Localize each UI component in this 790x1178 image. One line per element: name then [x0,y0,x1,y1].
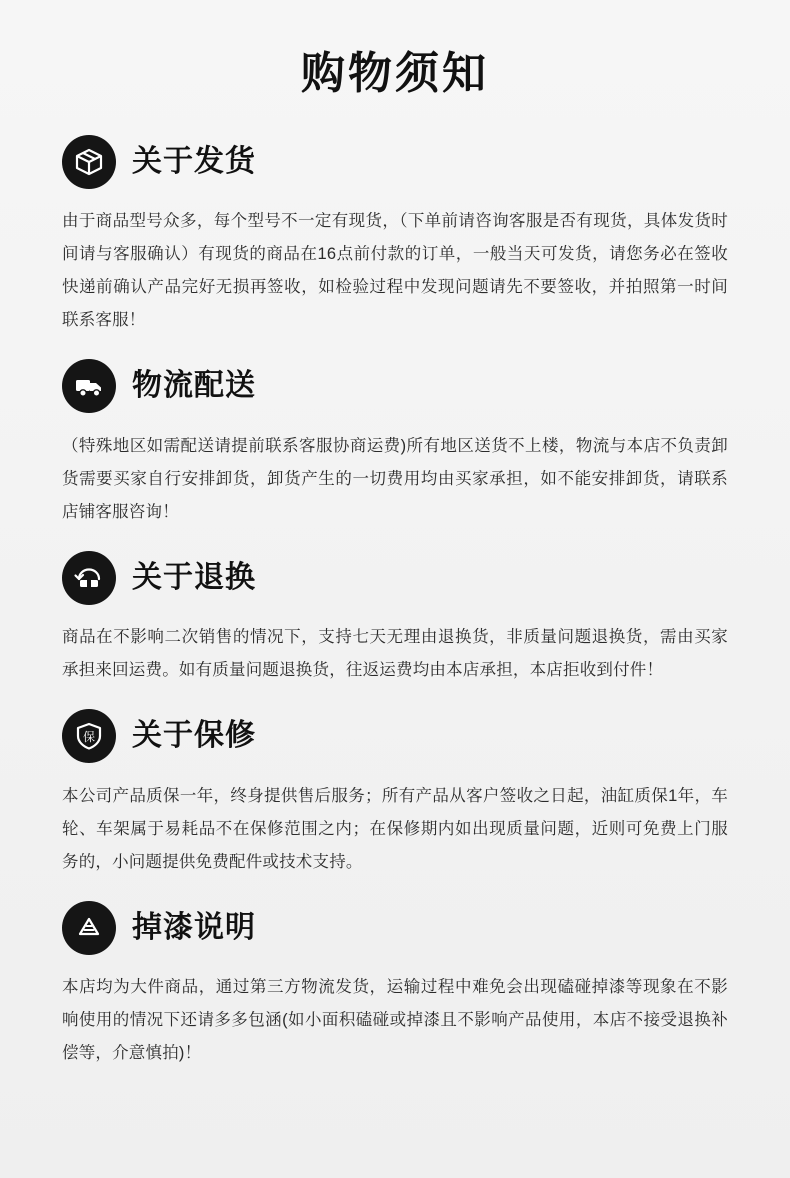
section-header [62,709,728,763]
delivery-truck-icon [62,359,116,413]
svg-text:保: 保 [82,730,96,745]
section-title: 掉漆说明 [132,910,256,944]
section-body: （特殊地区如需配送请提前联系客服协商运费)所有地区送货不上楼，物流与本店不负责卸货需要买家自行安排卸货，卸货产生的一切费用均由买家承担，如不能安排卸货，请联系店铺客服咨询！ [62,436,728,521]
section-body: 本店均为大件商品，通过第三方物流发货，运输过程中难免会出现磕碰掉漆等现象在不影响使用的情况下还请多多包涵(如小面积磕碰或掉漆且不影响产品使用，本店不接受退换补偿等，介意慎拍)！ [62,978,728,1063]
section-title: 关于保修 [132,719,256,753]
section-title: 关于发货 [132,144,256,178]
section-body: 本公司产品质保一年，终身提供售后服务；所有产品从客户签收之日起，油缸质保1年，车轮、车架属于易耗品不在保修范围之内；在保修期内如出现质量问题，近则可免费上门服务的，小问题提供免费配件或技术支持。 [62,786,728,871]
section-logistics [62,359,728,529]
section-title: 关于退换 [132,560,256,594]
section-header [62,135,728,189]
section-warranty [62,709,728,879]
section-shipping [62,135,728,338]
section-header [62,551,728,605]
return-exchange-icon [62,551,116,605]
paint-peel-icon [62,901,116,955]
warranty-shield-icon [62,709,116,763]
page-title: 购物须知 [301,49,489,98]
section-header [62,901,728,955]
section-title: 物流配送 [132,369,256,403]
section-body: 由于商品型号众多，每个型号不一定有现货，（下单前请咨询客服是否有现货，具体发货时间请与客服确认）有现货的商品在16点前付款的订单，一般当天可发货，请您务必在签收快递前确认产品完好无损再签收，如检验过程中发现问题请先不要签收，并拍照第一时间联系客服！ [62,212,728,330]
section-returns [62,551,728,688]
package-box-icon [62,135,116,189]
section-body: 商品在不影响二次销售的情况下，支持七天无理由退换货，非质量问题退换货，需由买家承担来回运费。如有质量问题退换货，往返运费均由本店承担，本店拒收到付件！ [62,628,728,680]
section-paint-notice [62,901,728,1071]
section-header [62,359,728,413]
